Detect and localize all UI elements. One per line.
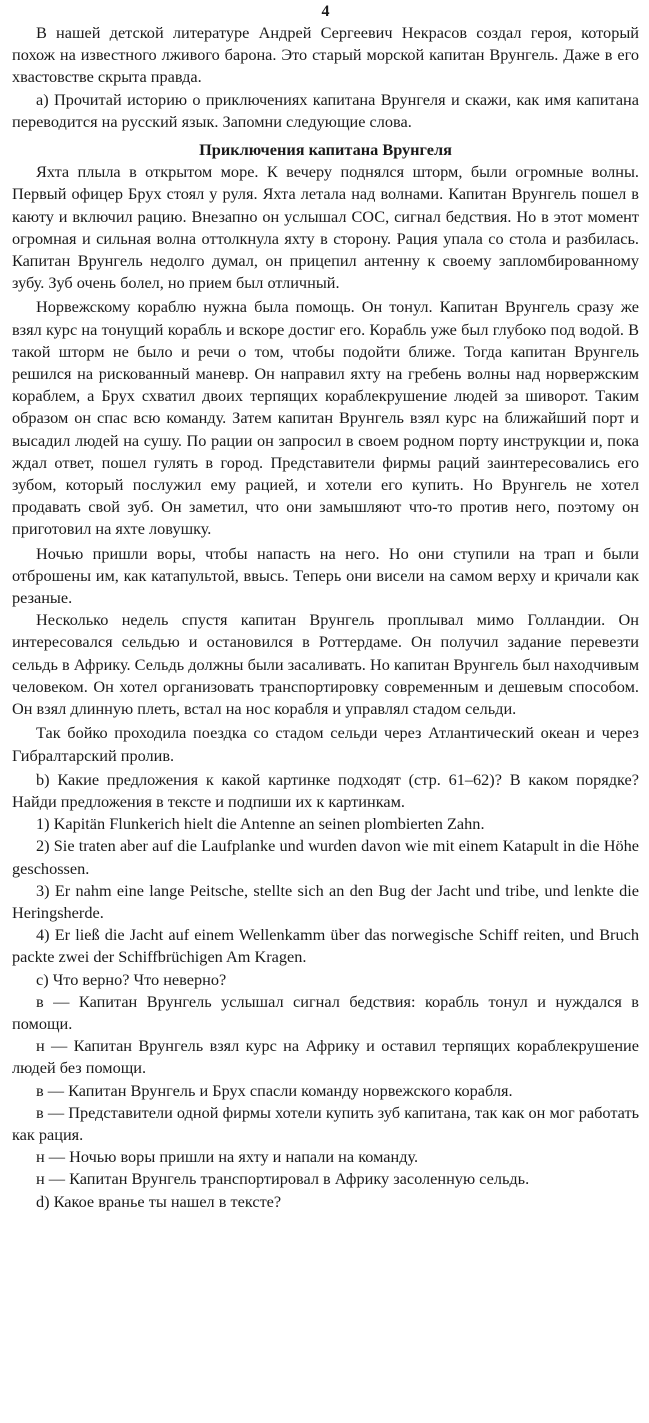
story-paragraph: Яхта плыла в открытом море. К вечеру поднялся шторм, были огромные волны. Первый офицер Брух стоял у руля. Яхта летала над волнами. Капитан Врунгель пошел в каюту и включил рацию. Внезапно он услышал СОС, сигнал бедствия. Но в этот момент огромная и сильная волна оттолкнула яхту в сторону. Рация упала со стола и разбилась. Капитан Врунгель недолго думал, он прицепил антенну к своему запломбированному зубу. Зуб очень болел, но прием был отличный. xyxy=(12,162,639,293)
story-paragraph: Несколько недель спустя капитан Врунгель проплывал мимо Голландии. Он интересовался сельдью и остановился в Роттердаме. Он получил задание перевезти сельдь в Африку. Сельдь должны были засаливать. Но капитан Врунгель был находчивым человеком. Он хотел организовать транспортировку современным и дешевым способом. Он взял длинную плеть, встал на нос корабля и управлял стадом сельди. xyxy=(12,610,639,719)
true-false-statement: в — Капитан Врунгель услышал сигнал бедствия: корабль тонул и нуждался в помощи. xyxy=(12,991,639,1033)
true-false-statement: н — Капитан Врунгель транспортировал в Африку засоленную сельдь. xyxy=(36,1169,530,1189)
task-c-prompt: c) Что верно? Что неверно? xyxy=(36,969,227,989)
task-a: а) Прочитай историю о приключениях капитана Врунгеля и скажи, как имя капитана переводится на русский язык. Запомни следующие слова. xyxy=(12,89,639,131)
german-sentence: 4) Er ließ die Jacht auf einem Wellenkamm über das norwegische Schiff reiten, und Bruch packte zwei der Schiffbrüchigen Am Kragen. xyxy=(12,925,639,967)
intro-paragraph: В нашей детской литературе Андрей Сергеевич Некрасов создал героя, который похож на известного лживого барона. Это старый морской капитан Врунгель. Даже в его хвастовстве скрыта правда. xyxy=(12,23,639,87)
true-false-statement: н — Ночью воры пришли на яхту и напали на команду. xyxy=(36,1147,419,1167)
story-title: Приключения капитана Врунгеля xyxy=(199,140,452,160)
task-d: d) Какое вранье ты нашел в тексте? xyxy=(36,1191,282,1211)
true-false-statement: в — Капитан Врунгель и Брух спасли команду норвежского корабля. xyxy=(36,1080,513,1100)
true-false-statement: в — Представители одной фирмы хотели купить зуб капитана, так как он мог работать как рация. xyxy=(12,1102,639,1144)
story-paragraph: Норвежскому кораблю нужна была помощь. Он тонул. Капитан Врунгель сразу же взял курс на тонущий корабль и вскоре достиг его. Корабль уже был глубоко под водой. В такой шторм не было и речи о том, чтобы подойти ближе. Тогда капитан Врунгель решился на рискованный маневр. Он направил яхту на гребень волны над норвержским кораблем, а Брух схватил двоих терпящих кораблекрушение людей за шиворот. Таким образом он спас всю команду. Затем капитан Врунгель взял курс на ближайший порт и высадил людей на сушу. По рации он запросил в своем родном порту инструкции и, пока ждал ответ, пошел гулять в город. Представители фирмы раций заинтересовались его зубом, который послужил ему рацией, и хотели его купить. Но Врунгель не хотел продавать свой зуб. Он заметил, что они замышляют что-то против него, поэтому он приготовил на яхте ловушку. xyxy=(12,297,639,539)
german-sentence: 3) Er nahm eine lange Peitsche, stellte sich an den Bug der Jacht und tribe, und lenkte die Heringsherde. xyxy=(12,880,639,922)
german-sentence: 2) Sie traten aber auf die Laufplanke und wurden davon wie mit einem Katapult in die Höhe geschossen. xyxy=(12,836,639,878)
story-paragraph: Так бойко проходила поездка со стадом сельди через Атлантический океан и через Гибралтарский пролив. xyxy=(12,723,639,765)
true-false-statement: н — Капитан Врунгель взял курс на Африку и оставил терпящих кораблекрушение людей без помощи. xyxy=(12,1036,639,1078)
page-number: 4 xyxy=(321,3,330,20)
german-sentence: 1) Kapitän Flunkerich hielt die Antenne an seinen plombierten Zahn. xyxy=(36,814,485,834)
task-b-prompt: b) Какие предложения к какой картинке подходят (стр. 61–62)? В каком порядке? Найди предложения в тексте и подпиши их к картинкам. xyxy=(12,769,639,811)
story-paragraph: Ночью пришли воры, чтобы напасть на него. Но они ступили на трап и были отброшены им, как катапультой, ввысь. Теперь они висели на самом верху и кричали как резаные. xyxy=(12,543,639,608)
